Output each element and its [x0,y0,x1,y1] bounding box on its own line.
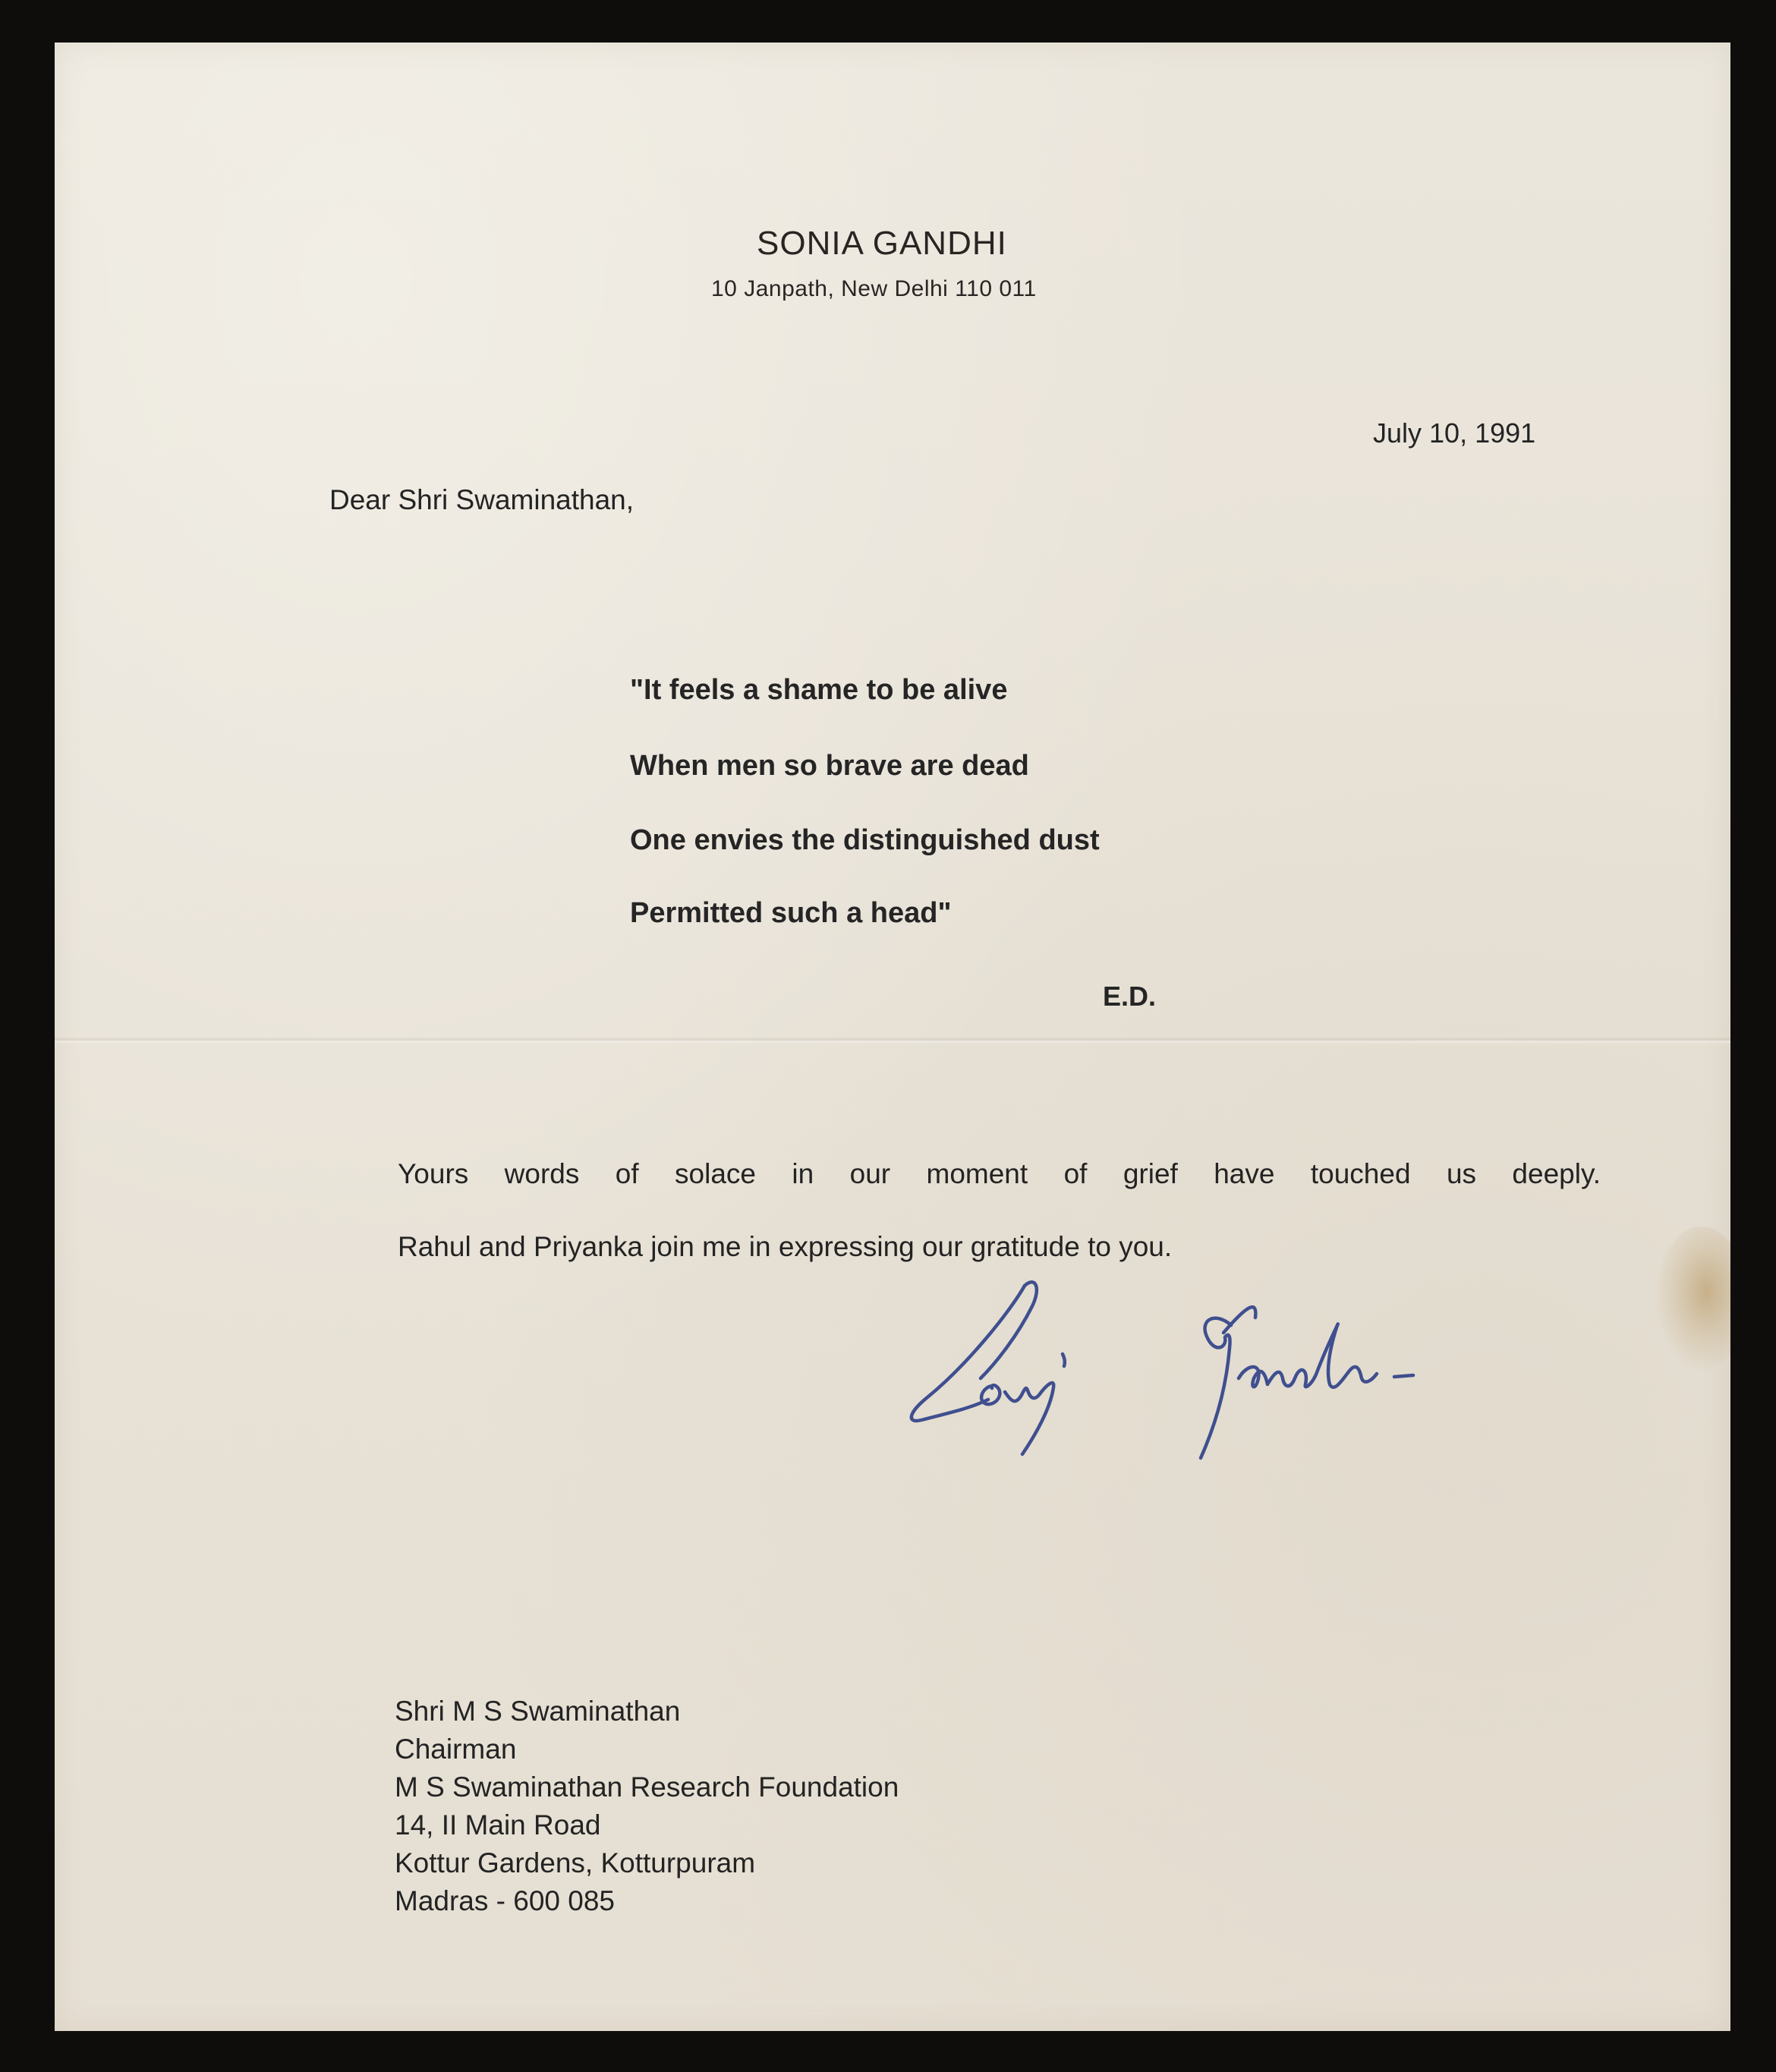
body-line-1: Yours words of solace in our moment of grief have touched us deeply. [398,1158,1601,1189]
poem-line-2: When men so brave are dead [630,750,1029,782]
handwritten-signature [836,1264,1504,1469]
paper-fold-crease [55,1037,1730,1044]
poem-attribution: E.D. [1103,981,1157,1012]
letterhead-address: 10 Janpath, New Delhi 110 011 [711,276,1037,301]
body-line-2: Rahul and Priyanka join me in expressing our gratitude to you. [398,1231,1173,1262]
letter-date: July 10, 1991 [1373,417,1536,449]
poem-line-1: "It feels a shame to be alive [630,674,1008,706]
recipient-line-6: Madras - 600 085 [395,1885,616,1916]
recipient-line-1: Shri M S Swaminathan [395,1696,681,1727]
recipient-line-3: M S Swaminathan Research Foundation [395,1771,899,1803]
recipient-line-5: Kottur Gardens, Kotturpuram [395,1847,756,1878]
letterhead-name: SONIA GANDHI [757,225,1007,262]
poem-line-4: Permitted such a head" [630,897,952,929]
salutation: Dear Shri Swaminathan, [329,484,635,515]
poem-line-3: One envies the distinguished dust [630,824,1100,856]
recipient-line-4: 14, II Main Road [395,1809,601,1841]
recipient-line-2: Chairman [395,1733,517,1765]
letter-page [55,43,1730,2031]
paper-stain [1656,1227,1730,1371]
